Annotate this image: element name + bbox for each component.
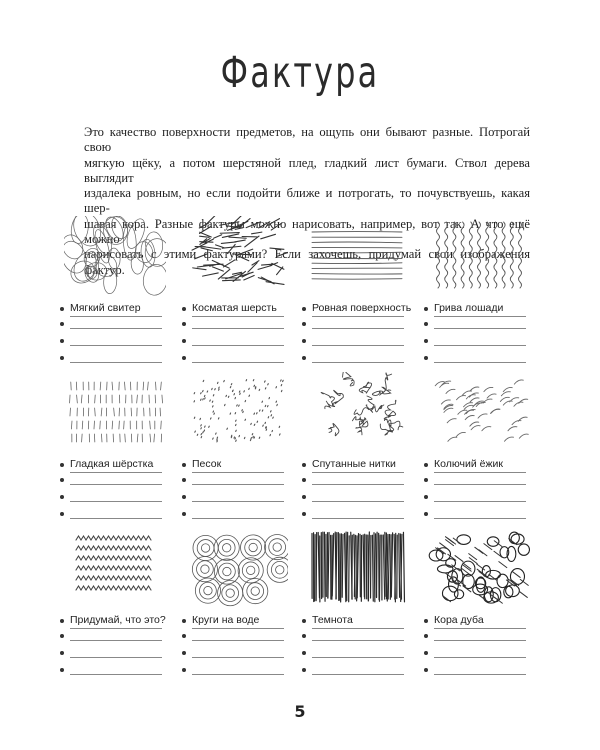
answer-line[interactable]	[312, 345, 404, 346]
bullet-icon	[302, 619, 306, 623]
texture-label-row	[182, 302, 286, 316]
smooth-surface-texture-icon	[306, 216, 408, 296]
oak-bark-texture-icon	[428, 528, 530, 608]
answer-line[interactable]	[434, 345, 526, 346]
bullet-icon	[302, 495, 306, 499]
bullet-icon	[424, 512, 428, 516]
label-underline	[434, 628, 526, 629]
bullet-icon	[302, 651, 306, 655]
bullet-icon	[60, 322, 64, 326]
label-underline	[192, 628, 284, 629]
bullet-icon	[424, 634, 428, 638]
answer-line[interactable]	[70, 345, 162, 346]
page-number: 5	[294, 702, 306, 721]
texture-card	[182, 216, 292, 366]
answer-line[interactable]	[312, 484, 404, 485]
bullet-icon	[182, 478, 186, 482]
texture-label-row	[302, 458, 406, 472]
bullet-icon	[60, 634, 64, 638]
bullet-icon	[60, 668, 64, 672]
intro-line: издалека ровным, но если подойти ближе и потрогать, то почувствуешь, какая шер-	[84, 186, 530, 216]
bullet-icon	[424, 322, 428, 326]
label-underline	[312, 316, 404, 317]
answer-line[interactable]	[434, 657, 526, 658]
texture-card	[302, 372, 412, 522]
answer-line[interactable]	[434, 674, 526, 675]
answer-line[interactable]	[192, 484, 284, 485]
label-underline	[70, 316, 162, 317]
bullet-icon	[424, 495, 428, 499]
bullet-icon	[182, 668, 186, 672]
answer-line[interactable]	[312, 518, 404, 519]
bullet-icon	[60, 619, 64, 623]
bullet-icon	[60, 478, 64, 482]
bullet-icon	[424, 651, 428, 655]
answer-line[interactable]	[434, 518, 526, 519]
answer-line[interactable]	[192, 657, 284, 658]
bullet-icon	[302, 478, 306, 482]
texture-card	[182, 372, 292, 522]
answer-line[interactable]	[312, 640, 404, 641]
label-underline	[70, 472, 162, 473]
answer-line[interactable]	[70, 501, 162, 502]
answer-line[interactable]	[312, 657, 404, 658]
answer-line[interactable]	[192, 328, 284, 329]
answer-line[interactable]	[434, 328, 526, 329]
bullet-icon	[424, 307, 428, 311]
texture-card	[302, 528, 412, 678]
texture-label-row	[182, 614, 286, 628]
label-underline	[192, 472, 284, 473]
texture-card	[424, 372, 534, 522]
texture-label-row	[182, 458, 286, 472]
label-underline	[312, 472, 404, 473]
answer-line[interactable]	[434, 484, 526, 485]
texture-label-row	[302, 302, 412, 316]
bullet-icon	[302, 463, 306, 467]
label-underline	[192, 316, 284, 317]
answer-line[interactable]	[70, 518, 162, 519]
bullet-icon	[182, 651, 186, 655]
texture-label: Круги на воде	[192, 614, 260, 626]
intro-line: Это качество поверхности предметов, на ощупь они бывают разные. Потрогай свою	[84, 125, 530, 155]
answer-line[interactable]	[70, 484, 162, 485]
answer-line[interactable]	[192, 674, 284, 675]
answer-line[interactable]	[70, 657, 162, 658]
bullet-icon	[182, 356, 186, 360]
intro-line: мягкую щёку, а потом шерстяной плед, гладкий лист бумаги. Ствол дерева выглядит	[84, 155, 530, 185]
texture-label: Колючий ёжик	[434, 458, 503, 470]
bullet-icon	[424, 339, 428, 343]
texture-card	[424, 528, 534, 678]
answer-line[interactable]	[312, 328, 404, 329]
label-underline	[312, 628, 404, 629]
bullet-icon	[182, 322, 186, 326]
bullet-icon	[302, 512, 306, 516]
texture-label-row	[60, 302, 164, 316]
texture-label: Кора дуба	[434, 614, 484, 626]
answer-line[interactable]	[312, 674, 404, 675]
bullet-icon	[182, 339, 186, 343]
texture-card	[60, 528, 170, 678]
texture-label: Темнота	[312, 614, 353, 626]
shaggy-wool-texture-icon	[186, 216, 288, 296]
tangled-threads-texture-icon	[306, 372, 408, 452]
page-title: Фактура	[220, 48, 380, 98]
bullet-icon	[182, 634, 186, 638]
texture-card	[302, 216, 412, 366]
bullet-icon	[302, 322, 306, 326]
answer-line[interactable]	[434, 501, 526, 502]
invent-texture-icon	[64, 528, 166, 608]
bullet-icon	[60, 339, 64, 343]
intro-line: нарисовать с этими фактурами? Если захочешь, придумай свои изображения фактур.	[84, 247, 530, 277]
answer-line[interactable]	[312, 501, 404, 502]
texture-label-row	[60, 614, 164, 628]
label-underline	[434, 316, 526, 317]
texture-label: Грива лошади	[434, 302, 504, 314]
prickly-hedgehog-texture-icon	[428, 372, 530, 452]
smooth-fur-texture-icon	[64, 372, 166, 452]
texture-card	[182, 528, 292, 678]
answer-line[interactable]	[192, 518, 284, 519]
bullet-icon	[302, 634, 306, 638]
answer-line[interactable]	[312, 362, 404, 363]
horse-mane-texture-icon	[428, 216, 530, 296]
answer-line[interactable]	[434, 640, 526, 641]
texture-card	[424, 216, 534, 366]
bullet-icon	[60, 651, 64, 655]
texture-label-row	[424, 302, 528, 316]
texture-label: Песок	[192, 458, 222, 470]
intro-line: шавая кора. Разные фактуры можно нарисовать, например, вот так. А что ещё можно	[84, 216, 530, 247]
bullet-icon	[302, 307, 306, 311]
texture-label: Ровная поверхность	[312, 302, 412, 314]
texture-label-row	[302, 614, 406, 628]
texture-label: Косматая шерсть	[192, 302, 277, 314]
sand-texture-icon	[186, 372, 288, 452]
bullet-icon	[182, 463, 186, 467]
texture-label: Мягкий свитер	[70, 302, 141, 314]
texture-label: Спутанные нитки	[312, 458, 396, 470]
bullet-icon	[424, 619, 428, 623]
texture-label-row	[60, 458, 164, 472]
answer-line[interactable]	[192, 501, 284, 502]
bullet-icon	[182, 495, 186, 499]
bullet-icon	[424, 463, 428, 467]
answer-line[interactable]	[192, 362, 284, 363]
answer-line[interactable]	[192, 345, 284, 346]
bullet-icon	[302, 339, 306, 343]
texture-card	[60, 216, 170, 366]
label-underline	[70, 628, 162, 629]
answer-line[interactable]	[192, 640, 284, 641]
water-circles-texture-icon	[186, 528, 288, 608]
bullet-icon	[424, 356, 428, 360]
texture-label-row	[424, 458, 528, 472]
bullet-icon	[60, 463, 64, 467]
bullet-icon	[302, 668, 306, 672]
texture-card	[60, 372, 170, 522]
answer-line[interactable]	[434, 362, 526, 363]
soft-sweater-texture-icon	[64, 216, 166, 296]
bullet-icon	[60, 512, 64, 516]
darkness-texture-icon	[306, 528, 408, 608]
answer-line[interactable]	[70, 362, 162, 363]
bullet-icon	[182, 512, 186, 516]
texture-label: Придумай, что это?	[70, 614, 166, 626]
bullet-icon	[60, 307, 64, 311]
bullet-icon	[60, 495, 64, 499]
bullet-icon	[60, 356, 64, 360]
texture-label: Гладкая шёрстка	[70, 458, 154, 470]
answer-line[interactable]	[70, 328, 162, 329]
answer-line[interactable]	[70, 674, 162, 675]
bullet-icon	[182, 307, 186, 311]
label-underline	[434, 472, 526, 473]
answer-line[interactable]	[70, 640, 162, 641]
bullet-icon	[424, 478, 428, 482]
texture-label-row	[424, 614, 528, 628]
bullet-icon	[424, 668, 428, 672]
bullet-icon	[182, 619, 186, 623]
bullet-icon	[302, 356, 306, 360]
